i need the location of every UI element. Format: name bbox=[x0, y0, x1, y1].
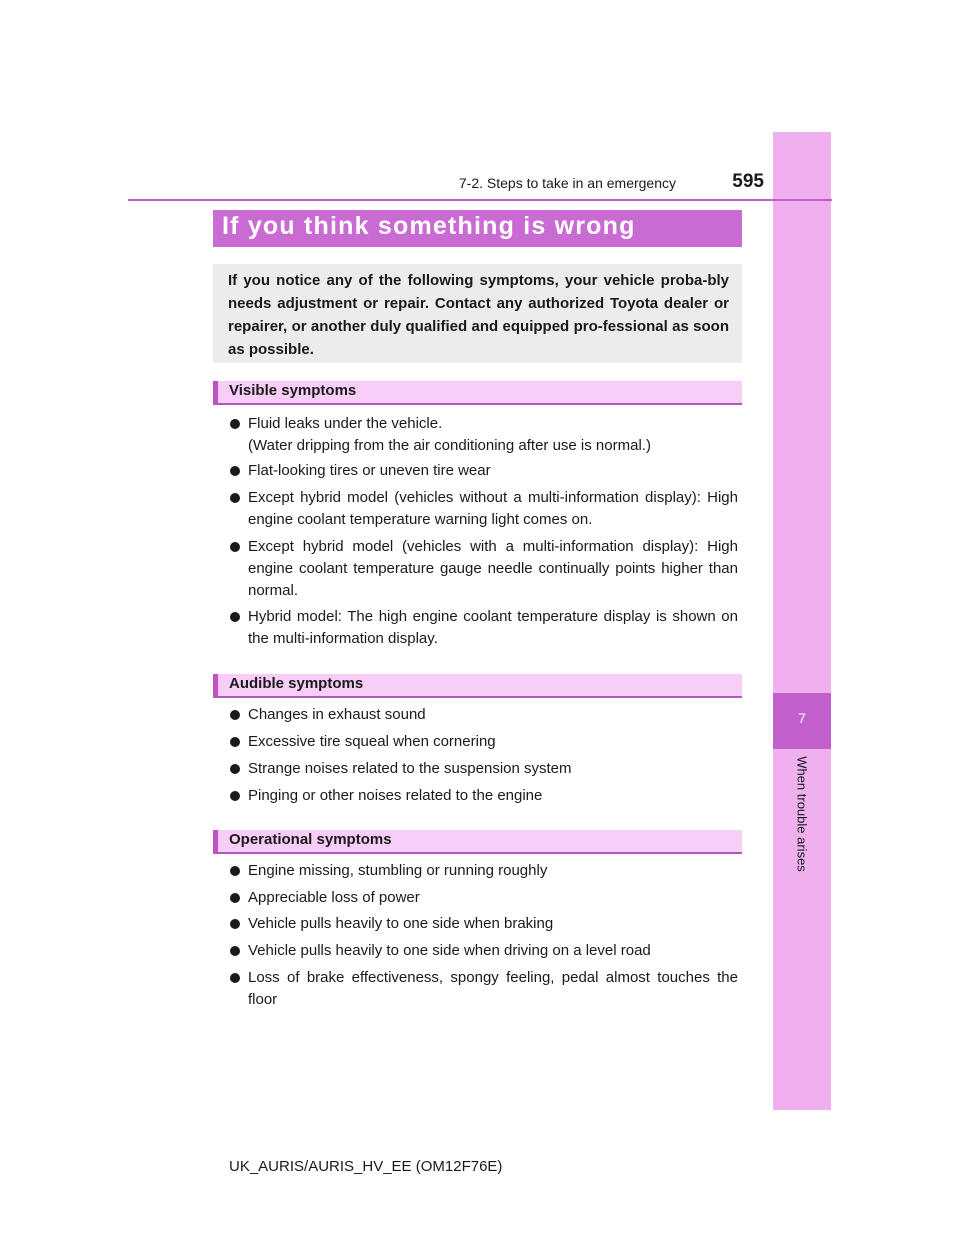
list-item: Loss of brake effectiveness, spongy feeling, pedal almost touches the floor bbox=[228, 967, 738, 1011]
bullet-icon bbox=[230, 419, 240, 429]
header-section-title: 7-2. Steps to take in an emergency bbox=[458, 175, 676, 191]
bullet-icon bbox=[230, 973, 240, 983]
bullet-icon bbox=[230, 710, 240, 720]
bullet-icon bbox=[230, 946, 240, 956]
list-item: Flat-looking tires or uneven tire wear bbox=[228, 460, 738, 482]
section-heading-audible: Audible symptoms bbox=[213, 674, 742, 698]
bullet-icon bbox=[230, 542, 240, 552]
list-item-note: (Water dripping from the air conditioning after use is normal.) bbox=[248, 437, 651, 454]
list-item: Vehicle pulls heavily to one side when driving on a level road bbox=[228, 940, 738, 962]
list-item: Appreciable loss of power bbox=[228, 887, 738, 909]
bullet-icon bbox=[230, 866, 240, 876]
header-rule bbox=[128, 199, 832, 201]
chapter-number: 7 bbox=[798, 710, 806, 726]
list-item: Excessive tire squeal when cornering bbox=[228, 731, 738, 753]
intro-notice: If you notice any of the following symptoms, your vehicle proba-bly needs adjustment or repair. Contact any authorized Toyota dealer or repairer, or another duly qualified and equipped pro-fessional as soon as possible. bbox=[213, 264, 742, 363]
section-heading-operational: Operational symptoms bbox=[213, 830, 742, 854]
list-item: Vehicle pulls heavily to one side when braking bbox=[228, 913, 738, 935]
list-item: Engine missing, stumbling or running roughly bbox=[228, 860, 738, 882]
chapter-side-tab bbox=[773, 132, 831, 1110]
list-item: Fluid leaks under the vehicle. bbox=[228, 413, 738, 435]
section-heading-visible: Visible symptoms bbox=[213, 381, 742, 405]
page-title: If you think something is wrong bbox=[222, 212, 636, 240]
bullet-icon bbox=[230, 919, 240, 929]
list-item: Except hybrid model (vehicles with a multi-information display): High engine coolant temperature gauge needle continually points higher than normal. bbox=[228, 536, 738, 602]
bullet-icon bbox=[230, 893, 240, 903]
bullet-icon bbox=[230, 493, 240, 503]
bullet-icon bbox=[230, 612, 240, 622]
list-item: Strange noises related to the suspension system bbox=[228, 758, 738, 780]
document-footer-code: UK_AURIS/AURIS_HV_EE (OM12F76E) bbox=[229, 1158, 503, 1175]
bullet-icon bbox=[230, 737, 240, 747]
bullet-icon bbox=[230, 791, 240, 801]
list-item: Changes in exhaust sound bbox=[228, 704, 738, 726]
bullet-icon bbox=[230, 764, 240, 774]
list-item: Hybrid model: The high engine coolant temperature display is shown on the multi-information display. bbox=[228, 606, 738, 650]
list-item: Except hybrid model (vehicles without a multi-information display): High engine coolant temperature warning light comes on. bbox=[228, 487, 738, 531]
bullet-icon bbox=[230, 466, 240, 476]
list-item: Pinging or other noises related to the engine bbox=[228, 785, 738, 807]
page-number: 595 bbox=[732, 171, 764, 192]
